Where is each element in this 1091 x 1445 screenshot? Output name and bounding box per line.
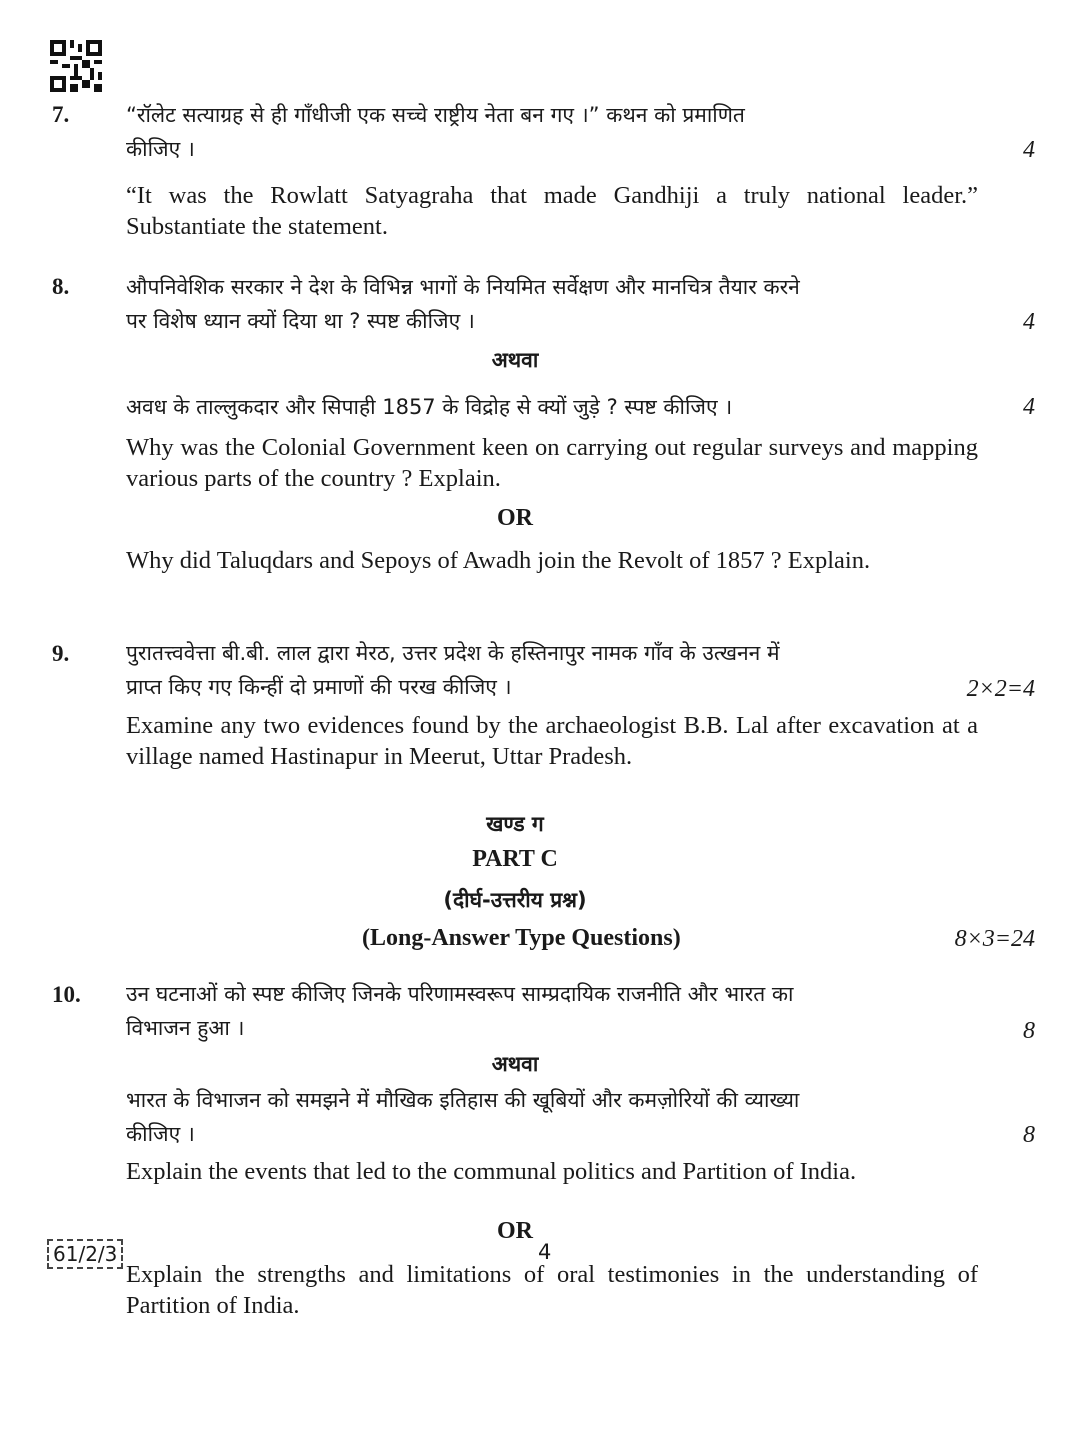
question-7-english: “It was the Rowlatt Satyagraha that made Gandhiji a truly national leader.” Substantiate the statement. xyxy=(126,182,978,240)
question-7-hindi xyxy=(126,98,978,166)
question-8-hindi-line1: औपनिवेशिक सरकार ने देश के विभिन्न भागों के नियमित सर्वेक्षण और मानचित्र तैयार करने xyxy=(126,275,800,299)
question-8-hindi xyxy=(126,270,978,338)
question-9-marks: 2×2=4 xyxy=(966,676,1035,702)
question-9-english: Examine any two evidences found by the archaeologist B.B. Lal after excavation at a village named Hastinapur in Meerut, Uttar Pradesh. xyxy=(126,712,978,770)
question-10-english: Explain the events that led to the communal politics and Partition of India. xyxy=(126,1158,857,1185)
question-7-marks: 4 xyxy=(1023,137,1035,163)
question-10-marks: 8 xyxy=(1023,1018,1035,1044)
question-10-hindi-line1: उन घटनाओं को स्पष्ट कीजिए जिनके परिणामस्वरूप साम्प्रदायिक राजनीति और भारत का xyxy=(126,982,794,1006)
question-8-alt-hindi: अवध के ताल्लुकदार और सिपाही 1857 के विद्रोह से क्यों जुड़े ? स्पष्ट कीजिए । xyxy=(126,395,733,419)
question-8-number: 8. xyxy=(52,274,70,299)
question-10-hindi xyxy=(126,977,978,1045)
question-10-alt-marks: 8 xyxy=(1023,1122,1035,1148)
question-10-alt-hindi-line1: भारत के विभाजन को समझने में मौखिक इतिहास की खूबियों और कमज़ोरियों की व्याख्या xyxy=(126,1088,800,1112)
question-10-number: 10. xyxy=(52,982,81,1007)
question-10-or-english: OR xyxy=(497,1218,533,1244)
page-number: 4 xyxy=(538,1240,552,1264)
part-c-english-subtitle: (Long-Answer Type Questions) xyxy=(362,925,681,951)
question-7-hindi-line1: “रॉलेट सत्याग्रह से ही गाँधीजी एक सच्चे राष्ट्रीय नेता बन गए ।” कथन को प्रमाणित xyxy=(126,103,745,127)
part-c-marks: 8×3=24 xyxy=(954,926,1035,952)
question-10-hindi-line2: विभाजन हुआ । xyxy=(126,1016,245,1040)
question-8-marks: 4 xyxy=(1023,309,1035,335)
question-10-alt-hindi-line2: कीजिए । xyxy=(126,1122,195,1146)
question-7-hindi-line2: कीजिए । xyxy=(126,137,195,161)
part-c-hindi-title: खण्ड ग xyxy=(486,812,544,836)
question-10-or-hindi: अथवा xyxy=(491,1052,539,1076)
question-7-number: 7. xyxy=(52,102,70,127)
paper-code: 61/2/3 xyxy=(47,1239,123,1269)
part-c-hindi-subtitle: (दीर्घ-उत्तरीय प्रश्न) xyxy=(443,888,587,912)
question-10-alt-english: Explain the strengths and limitations of oral testimonies in the understanding of Partition of India. xyxy=(126,1261,978,1319)
question-8-english: Why was the Colonial Government keen on carrying out regular surveys and mapping various parts of the country ? Explain. xyxy=(126,434,978,492)
question-9-number: 9. xyxy=(52,641,70,666)
part-c-english-title: PART C xyxy=(472,846,558,872)
question-8-alt-marks: 4 xyxy=(1023,394,1035,420)
question-9-hindi-line2: प्राप्त किए गए किन्हीं दो प्रमाणों की परख कीजिए । xyxy=(126,675,512,699)
question-8-alt-english: Why did Taluqdars and Sepoys of Awadh join the Revolt of 1857 ? Explain. xyxy=(126,547,871,574)
qr-code-icon xyxy=(50,40,102,92)
question-8-or-hindi: अथवा xyxy=(491,348,539,372)
question-8-hindi-line2: पर विशेष ध्यान क्यों दिया था ? स्पष्ट कीजिए । xyxy=(126,309,475,333)
question-9-hindi-line1: पुरातत्त्ववेत्ता बी.बी. लाल द्वारा मेरठ, उत्तर प्रदेश के हस्तिनापुर नामक गाँव के उत्खनन में xyxy=(126,641,780,665)
question-9-hindi xyxy=(126,636,978,704)
question-10-alt-hindi xyxy=(126,1083,978,1151)
question-8-or-english: OR xyxy=(497,505,533,531)
